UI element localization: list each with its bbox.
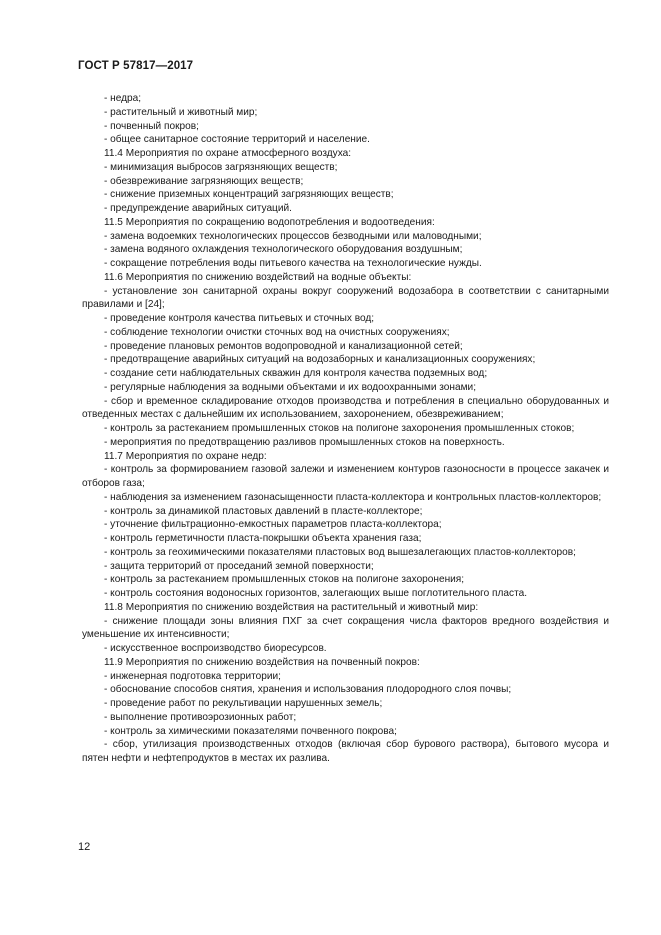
list-item: - контроль за динамикой пластовых давлений в пласте-коллекторе;	[104, 505, 423, 517]
list-item: - наблюдения за изменением газонасыщенности пласта-коллектора и контрольных пластов-коллекторов;	[104, 491, 602, 503]
document-body	[82, 92, 609, 766]
list-item: - защита территорий от проседаний земной поверхности;	[104, 560, 374, 572]
list-item: - растительный и животный мир;	[104, 106, 258, 118]
list-item: - почвенный покров;	[104, 120, 199, 132]
list-item: - регулярные наблюдения за водными объектами и их водоохранными зонами;	[104, 381, 476, 393]
list-item: - уточнение фильтрационно-емкостных параметров пласта-коллектора;	[104, 519, 442, 531]
list-item: - установление зон санитарной охраны вокруг сооружений водозабора в соответствии с санитарными правилами и [24];	[82, 285, 609, 311]
list-item: - обезвреживание загрязняющих веществ;	[104, 175, 304, 187]
list-item: - мероприятия по предотвращению разливов промышленных стоков на поверхность.	[104, 436, 505, 448]
section-heading: 11.7 Мероприятия по охране недр:	[104, 450, 267, 462]
list-item: - контроль герметичности пласта-покрышки объекта хранения газа;	[104, 533, 422, 544]
list-item: - контроль за растеканием промышленных стоков на полигоне захоронения промышленных стоков;	[104, 423, 575, 434]
list-item: - минимизация выбросов загрязняющих веществ;	[104, 161, 338, 173]
section-heading: 11.4 Мероприятия по охране атмосферного воздуха:	[104, 148, 352, 159]
section-heading: 11.6 Мероприятия по снижению воздействий на водные объекты:	[104, 271, 412, 283]
list-item: - проведение плановых ремонтов водопроводной и канализационной сетей;	[104, 340, 463, 352]
list-item: - соблюдение технологии очистки сточных вод на очистных сооружениях;	[104, 326, 450, 338]
list-item: - контроль за растеканием промышленных стоков на полигоне захоронения;	[104, 574, 465, 586]
list-item: - обоснование способов снятия, хранения и использования плодородного слоя почвы;	[104, 684, 512, 696]
list-item: - снижение площади зоны влияния ПХГ за счет сокращения числа факторов вредного воздействия и уменьшение их интенсивности;	[82, 615, 609, 641]
list-item: - проведение работ по рекультивации нарушенных земель;	[104, 698, 383, 709]
list-item: - сбор и временное складирование отходов производства и потребления в специально оборудованных и отведенных местах с дальнейшим их использованием, захоронением, обезвреживанием;	[82, 395, 609, 421]
section-heading: 11.8 Мероприятия по снижению воздействия на растительный и животный мир:	[104, 601, 479, 613]
list-item: - искусственное воспроизводство биоресурсов.	[104, 643, 327, 654]
section-heading: 11.9 Мероприятия по снижению воздействия на почвенный покров:	[104, 656, 420, 668]
list-item: - инженерная подготовка территории;	[104, 670, 281, 682]
list-item: - замена водоемких технологических процессов безводными или маловодными;	[104, 230, 482, 242]
list-item: - выполнение противоэрозионных работ;	[104, 711, 297, 723]
list-item: - сбор, утилизация производственных отходов (включая сбор бурового раствора), бытового мусора и пятен нефти и нефтепродуктов в местах их разлива.	[82, 739, 609, 764]
list-item: - контроль за формированием газовой залежи и изменением контуров газоносности в процессе закачек и отборов газа;	[82, 464, 609, 489]
list-item: - общее санитарное состояние территорий и население.	[104, 134, 370, 146]
list-item: - сокращение потребления воды питьевого качества на технологические нужды.	[104, 258, 482, 269]
list-item: - контроль за химическими показателями почвенного покрова;	[104, 725, 397, 737]
list-item: - недра;	[104, 93, 142, 104]
list-item: - замена водяного охлаждения технологического оборудования воздушным;	[104, 244, 463, 256]
page-number: 12	[78, 841, 91, 853]
list-item: - создание сети наблюдательных скважин для контроля качества подземных вод;	[104, 368, 488, 379]
standard-code-header: ГОСТ Р 57817—2017	[78, 60, 194, 72]
list-item: - контроль за геохимическими показателями пластовых вод вышезалегающих пластов-коллекторов;	[104, 546, 576, 558]
list-item: - снижение приземных концентраций загрязняющих веществ;	[104, 189, 394, 201]
list-item: - контроль состояния водоносных горизонтов, залегающих выше поглотительного пласта.	[104, 588, 527, 599]
list-item: - проведение контроля качества питьевых и сточных вод;	[104, 313, 375, 324]
list-item: - предотвращение аварийных ситуаций на водозаборных и канализационных сооружениях;	[104, 354, 536, 366]
section-heading: 11.5 Мероприятия по сокращению водопотребления и водоотведения:	[104, 216, 435, 228]
list-item: - предупреждение аварийных ситуаций.	[104, 203, 292, 214]
